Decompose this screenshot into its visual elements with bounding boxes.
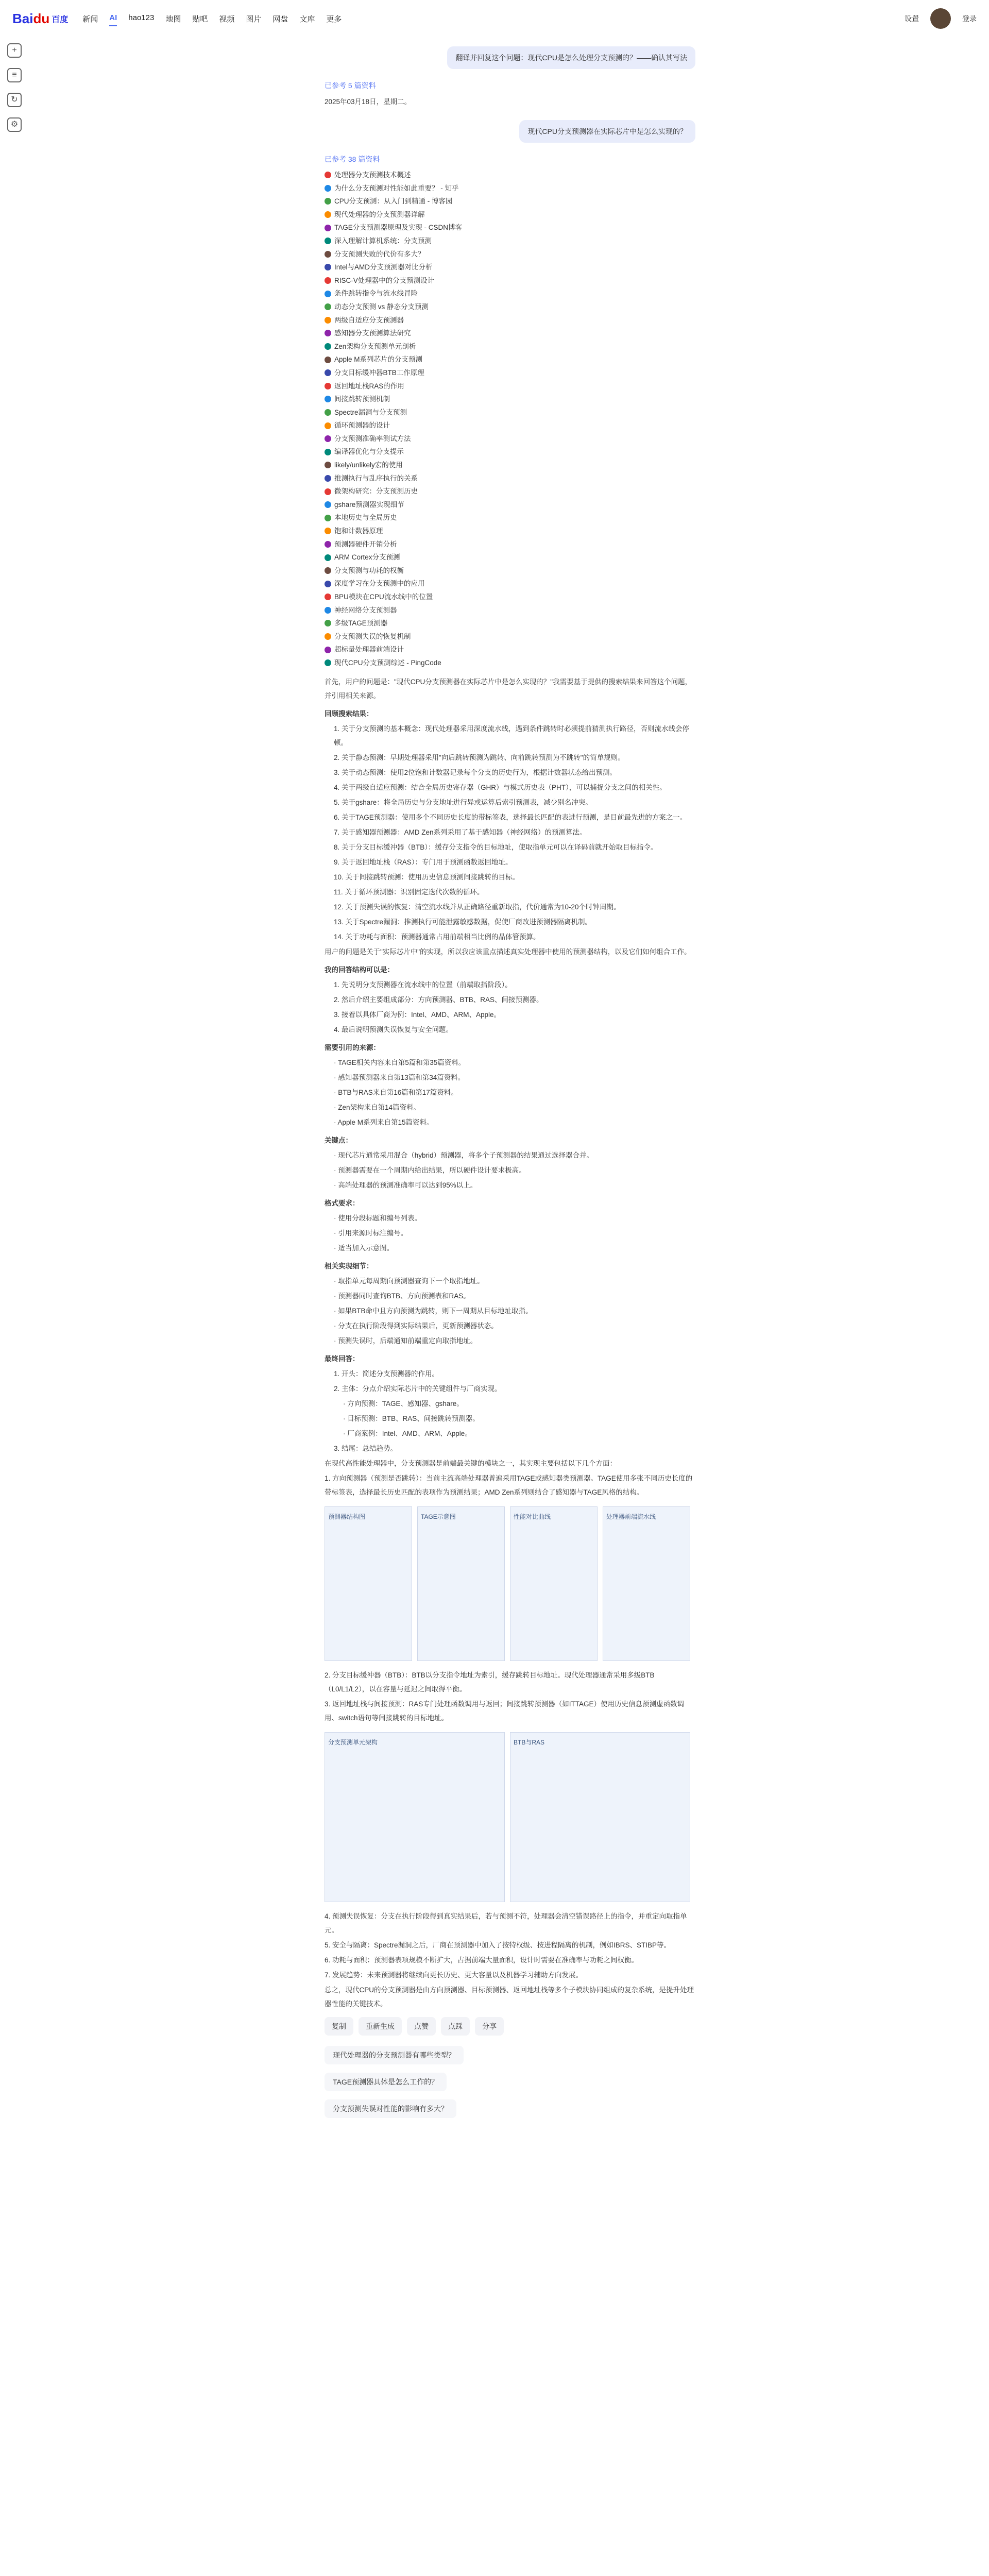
answer-text: 2025年03月18日，星期二。 <box>325 98 412 106</box>
answer-paragraph: 9. 关于返回地址栈（RAS）：专门用于预测函数返回地址。 <box>334 858 513 866</box>
source-title: 条件跳转指令与流水线冒险 <box>334 290 418 298</box>
answer-paragraph: 用户的问题是关于"实际芯片中"的实现，所以我应该重点描述真实处理器中使用的预测器结构，以及它们如何组合工作。 <box>325 947 691 956</box>
source-title: BPU模块在CPU流水线中的位置 <box>334 593 433 601</box>
source-title: 神经网络分支预测器 <box>334 606 397 614</box>
source-favicon-icon <box>325 581 331 587</box>
left-sidebar <box>0 43 29 132</box>
source-favicon-icon <box>325 185 331 192</box>
source-favicon-icon <box>325 462 331 468</box>
answer-paragraph: 13. 关于Spectre漏洞：推测执行可能泄露敏感数据，促使厂商改进预测器隔离机制。 <box>334 918 592 926</box>
source-title: 深入理解计算机系统：分支预测 <box>334 236 432 245</box>
figure-label: TAGE示意图 <box>421 1513 456 1520</box>
nav-item[interactable]: 更多 <box>326 14 342 24</box>
nav-item[interactable]: 图片 <box>246 14 262 24</box>
source-item[interactable] <box>325 419 695 432</box>
answer-paragraph: 3. 关于动态预测：使用2位饱和计数器记录每个分支的历史行为，根据计数器状态给出预测。 <box>334 768 617 776</box>
answer-paragraph: · 引用来源时标注编号。 <box>334 1229 408 1237</box>
sources-toggle[interactable]: 已参考 38 篇资料 <box>325 155 380 163</box>
source-favicon-icon <box>325 409 331 416</box>
source-favicon-icon <box>325 620 331 626</box>
source-favicon-icon <box>325 396 331 402</box>
source-item[interactable] <box>325 208 695 222</box>
source-favicon-icon <box>325 659 331 666</box>
thumbs-up-icon[interactable]: 点赞 <box>407 2017 436 2036</box>
answer-paragraph: · 适当加入示意图。 <box>334 1244 394 1252</box>
source-item[interactable] <box>325 393 695 406</box>
figure-label: 分支预测单元架构 <box>328 1738 378 1746</box>
source-item[interactable] <box>325 300 695 314</box>
source-item[interactable] <box>325 274 695 287</box>
source-title: 分支预测失误的恢复机制 <box>334 632 411 640</box>
answer-paragraph: · 分支在执行阶段得到实际结果后，更新预测器状态。 <box>334 1321 498 1330</box>
source-title: 预测器硬件开销分析 <box>334 540 397 548</box>
sources-list <box>325 168 695 670</box>
answer-paragraph: 回顾搜索结果： <box>325 709 373 718</box>
user-question-2 <box>325 120 695 143</box>
answer-paragraph: 最终回答： <box>325 1354 360 1363</box>
source-item[interactable] <box>325 551 695 564</box>
source-item[interactable] <box>325 590 695 604</box>
source-item[interactable] <box>325 340 695 353</box>
logo-text-right: du <box>33 10 50 26</box>
source-item[interactable] <box>325 656 695 670</box>
answer-paragraph: 6. 关于TAGE预测器：使用多个不同历史长度的带标签表，选择最长匹配的表进行预测，是目前最先进的方案之一。 <box>334 813 687 821</box>
final-answer-item: 1. 方向预测器（预测是否跳转）：当前主流高端处理器普遍采用TAGE或感知器类预测器。TAGE使用多张不同历史长度的带标签表，选择最长历史匹配的表项作为预测结果；AMD Zen系列则结合了感知器与TAGE风格的结构。 <box>325 1474 693 1496</box>
source-title: 现代CPU分支预测综述 - PingCode <box>334 658 441 667</box>
copy-icon[interactable]: 复制 <box>325 2017 353 2036</box>
source-title: 分支预测准确率测试方法 <box>334 434 411 443</box>
answer-paragraph: 1. 先说明分支预测器在流水线中的位置（前端取指阶段）。 <box>334 980 512 989</box>
source-item[interactable] <box>325 248 695 261</box>
source-title: 返回地址栈RAS的作用 <box>334 382 404 390</box>
login-link[interactable]: 登录 <box>962 14 977 23</box>
source-favicon-icon <box>325 422 331 429</box>
settings-icon[interactable]: ⚙ <box>7 117 22 132</box>
source-title: 饱和计数器原理 <box>334 527 383 535</box>
source-title: RISC-V处理器中的分支预测设计 <box>334 276 435 284</box>
source-title: 现代处理器的分支预测器详解 <box>334 210 425 218</box>
figure-label: BTB与RAS <box>514 1738 545 1746</box>
answer-paragraph: · 使用分段标题和编号列表。 <box>334 1214 422 1222</box>
source-favicon-icon <box>325 357 331 363</box>
answer-paragraph: · 现代芯片通常采用混合（hybrid）预测器，将多个子预测器的结果通过选择器合并。 <box>334 1151 594 1159</box>
answer-paragraph: 2. 然后介绍主要组成部分：方向预测器、BTB、RAS、间接预测器。 <box>334 995 543 1004</box>
source-favicon-icon <box>325 277 331 284</box>
source-title: 超标量处理器前端设计 <box>334 646 404 654</box>
final-answer-item: 3. 返回地址栈与间接预测：RAS专门处理函数调用与返回；间接跳转预测器（如ITTAGE）使用历史信息预测虚函数调用、switch语句等间接跳转的目标地址。 <box>325 1700 685 1722</box>
nav-item[interactable]: 视频 <box>219 14 235 24</box>
source-favicon-icon <box>325 607 331 614</box>
source-item[interactable] <box>325 577 695 590</box>
source-title: 推测执行与乱序执行的关系 <box>334 474 418 482</box>
final-answer-item: 2. 分支目标缓冲器（BTB）：BTB以分支指令地址为索引，缓存跳转目标地址。现代处理器通常采用多级BTB（L0/L1/L2），以在容量与延迟之间取得平衡。 <box>325 1671 655 1693</box>
figure[interactable] <box>325 1506 412 1661</box>
source-favicon-icon <box>325 369 331 376</box>
source-favicon-icon <box>325 172 331 178</box>
source-item[interactable] <box>325 195 695 208</box>
source-title: Spectre漏洞与分支预测 <box>334 408 407 416</box>
answer-paragraph: 我的回答结构可以是： <box>325 965 394 974</box>
answer-actions <box>325 2017 695 2036</box>
user-question-1 <box>325 46 695 69</box>
source-favicon-icon <box>325 449 331 455</box>
answer-paragraph: 10. 关于间接跳转预测：使用历史信息预测间接跳转的目标。 <box>334 873 520 881</box>
source-item[interactable] <box>325 511 695 524</box>
source-item[interactable] <box>325 432 695 446</box>
logo-sub: 百度 <box>52 15 69 24</box>
source-item[interactable] <box>325 168 695 182</box>
source-item[interactable] <box>325 406 695 419</box>
answer-paragraph: · 方向预测：TAGE、感知器、gshare。 <box>343 1399 464 1408</box>
answer-paragraph: 需要引用的来源： <box>325 1043 380 1052</box>
source-item[interactable] <box>325 524 695 538</box>
source-favicon-icon <box>325 264 331 270</box>
logo-text-left: Bai <box>12 10 33 26</box>
answer-paragraph: · 感知器预测器来自第13篇和第34篇资料。 <box>334 1073 465 1081</box>
nav-item-active[interactable]: AI <box>109 11 117 26</box>
nav-item[interactable]: 地图 <box>165 14 181 24</box>
figure-label: 处理器前端流水线 <box>606 1513 656 1520</box>
suggested-question[interactable]: TAGE预测器具体是怎么工作的？ <box>325 2073 447 2091</box>
figure[interactable] <box>603 1506 690 1661</box>
nav-item[interactable]: 文库 <box>299 14 315 24</box>
figure-row-1 <box>325 1506 695 1661</box>
answer-paragraph: 5. 关于gshare：将全局历史与分支地址进行异或运算后索引预测表，减少别名冲突。 <box>334 798 592 806</box>
source-title: 间接跳转预测机制 <box>334 395 390 403</box>
answer-paragraph: · 高端处理器的预测准确率可以达到95%以上。 <box>334 1181 478 1189</box>
figure[interactable] <box>325 1732 505 1902</box>
final-answer-item: 7. 发展趋势：未来预测器将继续向更长历史、更大容量以及机器学习辅助方向发展。 <box>325 1971 583 1979</box>
figure[interactable] <box>417 1506 505 1661</box>
answer-paragraph: · 目标预测：BTB、RAS、间接跳转预测器。 <box>343 1414 480 1422</box>
answer-paragraph: 4. 关于两级自适应预测：结合全局历史寄存器（GHR）与模式历史表（PHT），可以捕捉分支之间的相关性。 <box>334 783 667 791</box>
source-favicon-icon <box>325 515 331 521</box>
source-favicon-icon <box>325 303 331 310</box>
answer-paragraph: · 取指单元每周期向预测器查询下一个取指地址。 <box>334 1277 484 1285</box>
source-item[interactable] <box>325 445 695 459</box>
answer-paragraph: 2. 主体：分点介绍实际芯片中的关键组件与厂商实现。 <box>334 1384 502 1393</box>
figure-label: 性能对比曲线 <box>514 1513 551 1520</box>
source-item[interactable] <box>325 366 695 380</box>
answer-paragraph: 4. 最后说明预测失误恢复与安全问题。 <box>334 1025 453 1033</box>
answer-paragraph: 1. 关于分支预测的基本概念：现代处理器采用深度流水线，遇到条件跳转时必须提前猜测执行路径，否则流水线会停顿。 <box>334 724 690 747</box>
answer-paragraph: 1. 开头：简述分支预测器的作用。 <box>334 1369 439 1378</box>
final-answer-item: 6. 功耗与面积：预测器表项规模不断扩大，占据前端大量面积，设计时需要在准确率与功耗之间权衡。 <box>325 1956 639 1964</box>
user-avatar[interactable] <box>930 8 951 29</box>
answer-paragraph: · 预测器同时查询BTB、方向预测表和RAS。 <box>334 1292 470 1300</box>
source-title: 两级自适应分支预测器 <box>334 316 404 324</box>
source-item[interactable] <box>325 564 695 578</box>
nav-links <box>82 11 342 26</box>
source-item[interactable] <box>325 287 695 300</box>
figure[interactable] <box>510 1506 598 1661</box>
source-title: Apple M系列芯片的分支预测 <box>334 355 423 364</box>
source-title: 动态分支预测 vs 静态分支预测 <box>334 302 429 311</box>
answer-paragraph: · 预测器需要在一个周期内给出结果，所以硬件设计要求极高。 <box>334 1166 526 1174</box>
regenerate-icon[interactable]: 重新生成 <box>359 2017 402 2036</box>
share-icon[interactable]: 分享 <box>475 2017 504 2036</box>
source-favicon-icon <box>325 435 331 442</box>
nav-item[interactable]: 新闻 <box>82 14 98 24</box>
source-favicon-icon <box>325 594 331 600</box>
user-bubble: 现代CPU分支预测器在实际芯片中是怎么实现的？ <box>519 120 695 143</box>
answer-paragraph: 3. 结尾：总结趋势。 <box>334 1444 398 1452</box>
source-favicon-icon <box>325 541 331 548</box>
source-favicon-icon <box>325 475 331 482</box>
source-title: 处理器分支预测技术概述 <box>334 171 411 179</box>
closing-text: 总之，现代CPU的分支预测器是由方向预测器、目标预测器、返回地址栈等多个子模块协同组成的复杂系统，是提升处理器性能的关键技术。 <box>325 1986 694 2008</box>
thumbs-down-icon[interactable]: 点踩 <box>441 2017 470 2036</box>
answer-paragraph: · Zen架构来自第14篇资料。 <box>334 1103 421 1111</box>
source-title: 感知器分支预测算法研究 <box>334 329 411 337</box>
answer-paragraph: 8. 关于分支目标缓冲器（BTB）：缓存分支指令的目标地址，使取指单元可以在译码前就开始取目标指令。 <box>334 843 658 851</box>
source-item[interactable] <box>325 604 695 617</box>
nav-item[interactable]: 贴吧 <box>192 14 208 24</box>
source-title: 深度学习在分支预测中的应用 <box>334 580 425 588</box>
source-item[interactable] <box>325 314 695 327</box>
source-title: Intel与AMD分支预测器对比分析 <box>334 263 433 272</box>
source-item[interactable] <box>325 182 695 195</box>
answer-paragraph: 格式要求： <box>325 1199 360 1207</box>
final-answer-item: 5. 安全与隔离：Spectre漏洞之后，厂商在预测器中加入了按特权级、按进程隔离的机制，例如IBRS、STIBP等。 <box>325 1941 671 1949</box>
answer-paragraph: · 厂商案例：Intel、AMD、ARM、Apple。 <box>343 1429 472 1437</box>
source-favicon-icon <box>325 501 331 508</box>
source-title: 多级TAGE预测器 <box>334 619 388 628</box>
source-title: 本地历史与全局历史 <box>334 514 397 522</box>
source-favicon-icon <box>325 528 331 534</box>
sources-toggle[interactable]: 已参考 5 篇资料 <box>325 81 376 90</box>
settings-link[interactable]: 设置 <box>905 14 919 23</box>
source-title: 分支预测与功耗的权衡 <box>334 566 404 574</box>
final-answer-item: 4. 预测失误恢复：分支在执行阶段得到真实结果后，若与预测不符，处理器会清空错误路径上的指令，并重定向取指单元。 <box>325 1912 687 1934</box>
answer-paragraph: 首先，用户的问题是："现代CPU分支预测器在实际芯片中是怎么实现的？"我需要基于提供的搜索结果来回答这个问题，并引用相关来源。 <box>325 677 692 700</box>
answer-paragraph: · BTB与RAS来自第16篇和第17篇资料。 <box>334 1088 458 1096</box>
answer-1 <box>325 80 695 109</box>
answer-paragraph: 12. 关于预测失误的恢复：清空流水线并从正确路径重新取指，代价通常为10-20个时钟周期。 <box>334 903 621 911</box>
answer-paragraph: 相关实现细节： <box>325 1262 373 1270</box>
source-favicon-icon <box>325 488 331 495</box>
source-item[interactable] <box>325 643 695 656</box>
source-title: 分支预测失败的代价有多大？ <box>334 250 425 258</box>
source-favicon-icon <box>325 198 331 205</box>
source-item[interactable] <box>325 459 695 472</box>
answer-paragraph: · TAGE相关内容来自第5篇和第35篇资料。 <box>334 1058 466 1066</box>
source-item[interactable] <box>325 353 695 366</box>
answer-paragraph: 2. 关于静态预测：早期处理器采用"向后跳转预测为跳转、向前跳转预测为不跳转"的简单规则。 <box>334 753 625 761</box>
source-item[interactable] <box>325 630 695 643</box>
top-bar <box>0 0 989 37</box>
source-item[interactable] <box>325 380 695 393</box>
nav-item[interactable]: hao123 <box>128 13 155 22</box>
source-title: gshare预测器实现细节 <box>334 500 404 509</box>
source-favicon-icon <box>325 317 331 324</box>
source-favicon-icon <box>325 567 331 574</box>
source-favicon-icon <box>325 647 331 653</box>
source-favicon-icon <box>325 225 331 231</box>
source-favicon-icon <box>325 251 331 258</box>
source-title: likely/unlikely宏的使用 <box>334 461 403 469</box>
suggested-question[interactable]: 分支预测失误对性能的影响有多大？ <box>325 2099 456 2118</box>
source-title: Zen架构分支预测单元剖析 <box>334 342 416 350</box>
thinking-text <box>325 675 695 1470</box>
refresh-icon[interactable]: ↻ <box>7 93 22 107</box>
final-answer <box>325 1471 695 2011</box>
source-item[interactable] <box>325 538 695 551</box>
source-item[interactable] <box>325 485 695 498</box>
figure-row-2 <box>325 1732 695 1902</box>
answer-paragraph: 7. 关于感知器预测器：AMD Zen系列采用了基于感知器（神经网络）的预测算法。 <box>334 828 587 836</box>
answer-paragraph: · 预测失误时，后端通知前端重定向取指地址。 <box>334 1336 478 1345</box>
answer-paragraph: 3. 接着以具体厂商为例：Intel、AMD、ARM、Apple。 <box>334 1010 501 1019</box>
figure[interactable] <box>510 1732 690 1902</box>
source-item[interactable] <box>325 234 695 248</box>
source-favicon-icon <box>325 343 331 350</box>
source-title: 分支目标缓冲器BTB工作原理 <box>334 368 424 377</box>
source-favicon-icon <box>325 633 331 640</box>
source-favicon-icon <box>325 554 331 561</box>
answer-paragraph: 关键点： <box>325 1136 352 1144</box>
source-favicon-icon <box>325 330 331 336</box>
suggested-questions <box>325 2042 695 2122</box>
source-title: CPU分支预测：从入门到精通 - 博客园 <box>334 197 453 206</box>
source-favicon-icon <box>325 211 331 218</box>
source-item[interactable] <box>325 617 695 630</box>
answer-paragraph: 在现代高性能处理器中，分支预测器是前端最关键的模块之一，其实现主要包括以下几个方面： <box>325 1459 617 1467</box>
source-title: 编译器优化与分支提示 <box>334 448 404 456</box>
answer-paragraph: 11. 关于循环预测器：识别固定迭代次数的循环。 <box>334 888 484 896</box>
source-title: TAGE分支预测器原理及实现 - CSDN博客 <box>334 224 463 232</box>
source-item[interactable] <box>325 221 695 234</box>
nav-item[interactable]: 网盘 <box>272 14 288 24</box>
user-bubble: 翻译并回复这个问题：现代CPU是怎么处理分支预测的？——确认其写法 <box>447 46 695 69</box>
answer-paragraph: · 如果BTB命中且方向预测为跳转，则下一周期从目标地址取指。 <box>334 1307 533 1315</box>
new-chat-icon[interactable]: + <box>7 43 22 58</box>
source-title: 循环预测器的设计 <box>334 421 390 430</box>
answer-paragraph: 14. 关于功耗与面积：预测器通常占用前端相当比例的晶体管预算。 <box>334 933 540 941</box>
answer-paragraph: · Apple M系列来自第15篇资料。 <box>334 1118 434 1126</box>
figure-label: 预测器结构图 <box>328 1513 366 1520</box>
baidu-logo[interactable] <box>12 11 68 27</box>
source-item[interactable] <box>325 472 695 485</box>
source-title: ARM Cortex分支预测 <box>334 553 400 562</box>
top-right <box>905 8 977 29</box>
source-favicon-icon <box>325 238 331 244</box>
source-item[interactable] <box>325 327 695 340</box>
answer-2 <box>325 154 695 2122</box>
source-title: 微架构研究：分支预测历史 <box>334 487 418 496</box>
suggested-question[interactable]: 现代处理器的分支预测器有哪些类型？ <box>325 2046 464 2064</box>
source-favicon-icon <box>325 291 331 297</box>
chat-area <box>325 41 695 2122</box>
source-item[interactable] <box>325 498 695 512</box>
source-item[interactable] <box>325 261 695 274</box>
history-icon[interactable]: ≡ <box>7 68 22 82</box>
source-favicon-icon <box>325 383 331 389</box>
source-title: 为什么分支预测对性能如此重要？ - 知乎 <box>334 184 459 192</box>
